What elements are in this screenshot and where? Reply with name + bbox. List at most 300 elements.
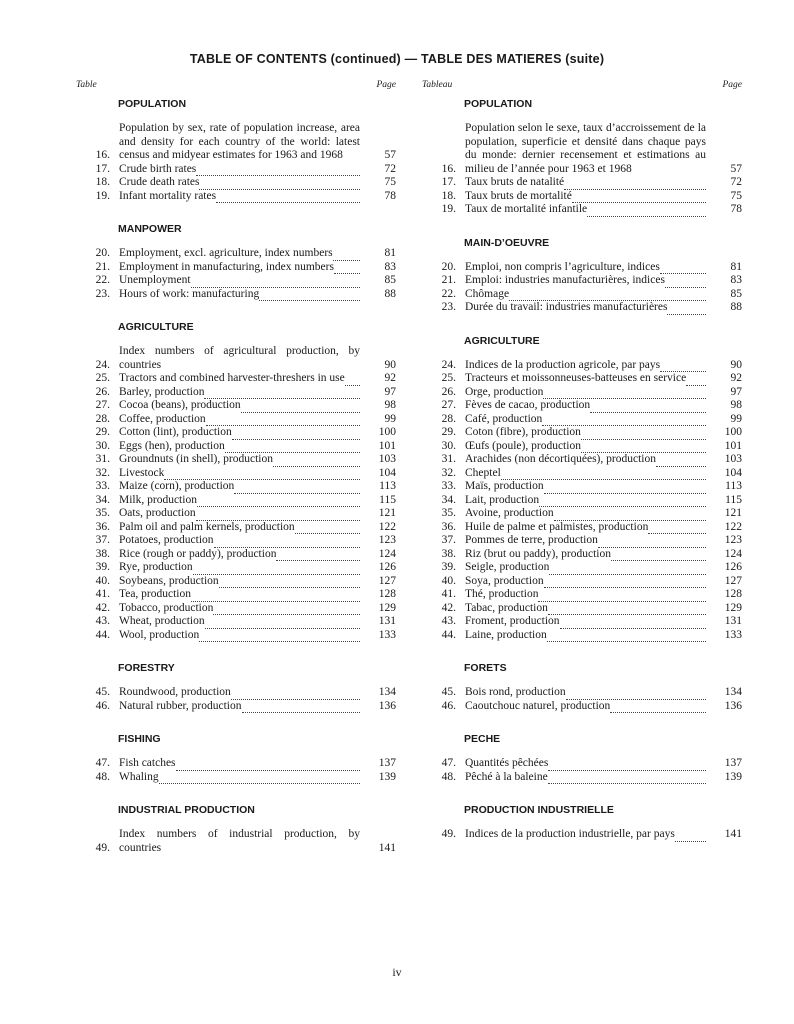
section-heading: FORESTRY	[118, 662, 175, 674]
entry-title: Durée du travail: industries manufacturières	[465, 301, 668, 313]
entry-title-wrap	[119, 288, 360, 302]
entry-list	[422, 359, 742, 643]
entry-title: Arachides (non décortiquées), production	[465, 453, 656, 465]
page-number: iv	[392, 965, 402, 979]
toc-entry[interactable]	[422, 176, 742, 190]
toc-entry[interactable]	[76, 274, 396, 288]
toc-entry[interactable]	[422, 190, 742, 204]
entry-title-wrap	[465, 426, 706, 440]
toc-entry[interactable]	[422, 203, 742, 217]
table-number: 23.	[95, 287, 110, 300]
entry-title: Soybeans, production	[119, 574, 219, 587]
section-heading: MAIN-D’OEUVRE	[464, 236, 550, 249]
toc-entry[interactable]	[76, 399, 396, 413]
entry-title: Pommes de terre, production	[465, 534, 598, 546]
page-column-label: Page	[722, 80, 742, 90]
page-ref: 104	[724, 466, 742, 479]
table-number: 42.	[95, 601, 110, 614]
entry-list	[76, 757, 396, 784]
entry-title: Chômage	[465, 287, 510, 300]
table-number: 49.	[441, 828, 456, 840]
entry-title: Maize (corn), production	[119, 480, 235, 492]
toc-entry[interactable]	[422, 372, 742, 386]
toc-entry[interactable]	[76, 828, 396, 855]
entry-title-wrap	[119, 426, 360, 440]
dot-leader	[675, 841, 706, 842]
entry-title-wrap	[465, 359, 706, 373]
page-ref: 78	[384, 189, 396, 202]
section-heading: AGRICULTURE	[464, 334, 540, 347]
toc-entry[interactable]	[76, 561, 396, 575]
page-ref: 126	[724, 561, 742, 573]
page-ref: 133	[378, 628, 396, 641]
entry-title-wrap	[465, 467, 706, 481]
table-number: 48.	[95, 770, 110, 783]
toc-entry[interactable]	[422, 575, 742, 589]
entry-title: Indices de la production agricole, par pays	[465, 358, 661, 371]
entry-title-wrap	[465, 507, 706, 521]
toc-entry[interactable]	[422, 413, 742, 427]
entry-title: Taux de mortalité infantile	[465, 203, 588, 215]
entry-title-wrap	[465, 534, 706, 548]
entry-title-wrap	[465, 372, 706, 386]
entry-title: Palm oil and palm kernels, production	[119, 520, 295, 533]
toc-entry[interactable]	[422, 588, 742, 602]
toc-entry[interactable]	[422, 288, 742, 302]
page-ref: 113	[725, 480, 742, 492]
toc-entry[interactable]	[422, 561, 742, 575]
dot-leader	[548, 783, 706, 784]
table-number: 23.	[441, 301, 456, 313]
entry-title-wrap	[465, 386, 706, 400]
page-ref: 141	[378, 841, 396, 854]
table-number: 46.	[441, 699, 456, 712]
table-number: 24.	[95, 358, 110, 371]
entry-title-wrap	[465, 575, 706, 589]
entry-title-wrap	[119, 521, 360, 535]
page-ref: 127	[378, 574, 396, 587]
toc-entry[interactable]	[422, 602, 742, 616]
table-number: 34.	[95, 493, 110, 506]
entry-title-wrap	[465, 561, 706, 575]
entry-list	[76, 345, 396, 642]
table-number: 21.	[95, 260, 110, 273]
table-number: 31.	[441, 453, 456, 465]
page-ref: 124	[724, 547, 742, 560]
toc-entry[interactable]	[76, 507, 396, 521]
entry-list	[422, 828, 742, 842]
table-number: 35.	[95, 507, 110, 519]
entry-title: Groundnuts (in shell), production	[119, 453, 273, 465]
entry-title: Tractors and combined harvester-threshers in use	[119, 372, 345, 384]
section-list	[76, 96, 396, 855]
entry-title-wrap	[119, 561, 360, 575]
entry-title: Huile de palme et palmistes, production	[465, 520, 649, 533]
entry-title: Wool, production	[119, 628, 200, 641]
page-ref: 101	[378, 439, 396, 452]
page-ref: 90	[384, 358, 396, 371]
page-ref: 75	[730, 189, 742, 202]
toc-entry[interactable]	[76, 615, 396, 629]
entry-title: Emploi, non compris l’agriculture, indices	[465, 260, 660, 273]
toc-entry[interactable]	[76, 686, 396, 700]
page-ref: 83	[384, 260, 396, 273]
page-ref: 104	[378, 466, 396, 479]
toc-entry[interactable]	[76, 494, 396, 508]
toc-entry[interactable]	[76, 602, 396, 616]
table-number: 47.	[441, 757, 456, 769]
page-ref: 98	[384, 399, 396, 411]
page-ref: 92	[384, 372, 396, 384]
entry-title: Orge, production	[465, 385, 544, 398]
page-ref: 85	[730, 287, 742, 300]
entry-title: Œufs (poule), production	[465, 439, 581, 452]
page-ref: 122	[378, 520, 396, 533]
dot-leader	[242, 712, 361, 713]
entry-title: Rice (rough or paddy), production	[119, 547, 277, 560]
dot-leader	[216, 202, 360, 203]
page-ref: 88	[730, 301, 742, 313]
page-ref: 81	[384, 247, 396, 259]
entry-title-wrap	[119, 372, 360, 386]
entry-title-wrap	[119, 615, 360, 629]
table-number: 20.	[441, 260, 456, 273]
entry-title-wrap	[119, 828, 360, 855]
entry-title-wrap	[465, 700, 706, 714]
page-ref: 103	[724, 453, 742, 465]
toc-entry[interactable]	[76, 190, 396, 204]
table-number: 37.	[95, 534, 110, 546]
entry-list	[76, 122, 396, 203]
entry-title: Potatoes, production	[119, 534, 214, 546]
table-number: 25.	[441, 372, 456, 384]
section-heading: AGRICULTURE	[118, 321, 194, 333]
entry-title: Livestock	[119, 466, 165, 479]
entry-list	[76, 828, 396, 855]
table-number: 28.	[95, 412, 110, 425]
table-number: 26.	[441, 385, 456, 398]
table-number: 35.	[441, 507, 456, 519]
section-heading: PECHE	[464, 733, 501, 745]
table-number: 25.	[95, 372, 110, 384]
table-number: 43.	[441, 615, 456, 627]
entry-title: Lait, production	[465, 493, 540, 506]
page-ref: 139	[378, 770, 396, 783]
entry-title: Tracteurs et moissonneuses-batteuses en service	[465, 372, 687, 384]
entry-title-wrap	[119, 575, 360, 589]
entry-list	[76, 247, 396, 301]
entry-title-wrap	[465, 629, 706, 643]
page-ref: 136	[724, 699, 742, 712]
toc-entry[interactable]	[76, 629, 396, 643]
toc-entry[interactable]	[422, 615, 742, 629]
toc-entry[interactable]	[76, 386, 396, 400]
page-ref: 101	[724, 439, 742, 452]
table-number: 24.	[441, 358, 456, 371]
page-ref: 131	[724, 615, 742, 627]
entry-title-wrap	[465, 399, 706, 413]
entry-title: Pêché à la baleine	[465, 770, 548, 783]
entry-title: Cotton (lint), production	[119, 426, 232, 438]
entry-title-wrap	[119, 534, 360, 548]
entry-title: Maïs, production	[465, 480, 544, 492]
table-number: 44.	[95, 628, 110, 641]
toc-entry[interactable]	[422, 629, 742, 643]
page-ref: 136	[378, 699, 396, 712]
toc-entry[interactable]	[422, 480, 742, 494]
toc-entry[interactable]	[76, 588, 396, 602]
entry-title: Barley, production	[119, 385, 205, 398]
toc-entry[interactable]	[76, 372, 396, 386]
entry-title-wrap	[119, 440, 360, 454]
toc-entry[interactable]	[422, 828, 742, 842]
toc-entry[interactable]	[76, 440, 396, 454]
entry-title-wrap	[119, 507, 360, 521]
toc-entry[interactable]	[422, 548, 742, 562]
section-list	[422, 96, 742, 842]
toc-entry[interactable]	[422, 386, 742, 400]
toc-entry[interactable]	[422, 440, 742, 454]
toc-entry[interactable]	[76, 700, 396, 714]
column-header	[422, 80, 742, 96]
table-number: 22.	[95, 274, 110, 286]
entry-title: Coton (fibre), production	[465, 426, 581, 438]
entry-title-wrap	[119, 771, 360, 785]
toc-entry[interactable]	[422, 507, 742, 521]
table-number: 27.	[95, 399, 110, 411]
table-number: 40.	[441, 574, 456, 587]
entry-title: Cocoa (beans), production	[119, 399, 241, 411]
page-ref: 129	[378, 601, 396, 614]
entry-title-wrap	[465, 757, 706, 771]
page-ref: 134	[724, 686, 742, 698]
toc-entry[interactable]	[76, 757, 396, 771]
page-ref: 72	[730, 176, 742, 188]
table-number: 39.	[441, 561, 456, 573]
section-heading: PRODUCTION INDUSTRIELLE	[464, 804, 614, 816]
page-ref: 115	[379, 493, 396, 506]
entry-title-wrap	[465, 261, 706, 275]
toc-entry[interactable]	[422, 757, 742, 771]
page-ref: 78	[730, 203, 742, 215]
entry-title-wrap	[465, 190, 706, 204]
section-heading: INDUSTRIAL PRODUCTION	[118, 804, 255, 816]
table-number: 39.	[95, 561, 110, 573]
toc-entry[interactable]	[422, 771, 742, 785]
entry-title: Rye, production	[119, 561, 193, 573]
toc-entry[interactable]	[76, 122, 396, 163]
table-number: 34.	[441, 493, 456, 506]
dot-leader	[610, 712, 706, 713]
entry-title-wrap	[119, 399, 360, 413]
toc-entry[interactable]	[422, 700, 742, 714]
page-ref: 100	[724, 426, 742, 438]
page-ref: 121	[724, 507, 742, 519]
entry-title-wrap	[465, 548, 706, 562]
toc-entry[interactable]	[76, 771, 396, 785]
table-number: 43.	[95, 615, 110, 627]
page-ref: 98	[730, 399, 742, 411]
toc-entry[interactable]	[76, 575, 396, 589]
entry-title: Unemployment	[119, 274, 191, 286]
toc-entry[interactable]	[76, 413, 396, 427]
entry-title: Soya, production	[465, 574, 544, 587]
page-ref: 57	[730, 162, 742, 175]
entry-title-wrap	[119, 122, 360, 163]
page-ref: 90	[730, 358, 742, 371]
entry-list	[76, 686, 396, 713]
toc-entry[interactable]	[422, 399, 742, 413]
table-number: 26.	[95, 385, 110, 398]
section-heading: FORETS	[464, 662, 507, 674]
entry-title: Thé, production	[465, 588, 539, 600]
entry-title-wrap	[465, 771, 706, 785]
entry-title-wrap	[119, 629, 360, 643]
table-number: 30.	[95, 439, 110, 452]
table-number: 28.	[441, 412, 456, 425]
page-ref: 83	[730, 274, 742, 286]
section-heading: POPULATION	[118, 98, 187, 110]
entry-title: Milk, production	[119, 493, 197, 506]
page-ref: 134	[378, 686, 396, 698]
entry-title: Indices de la production industrielle, par pays	[465, 828, 675, 840]
page-ref: 113	[379, 480, 396, 492]
entry-title-wrap	[119, 190, 360, 204]
entry-list	[422, 261, 742, 315]
table-column-label: Tableau	[422, 80, 453, 90]
entry-title: Tobacco, production	[119, 601, 214, 614]
entry-title-wrap	[465, 203, 706, 217]
table-number: 48.	[441, 770, 456, 783]
entry-title-wrap	[119, 467, 360, 481]
page-ref: 133	[724, 628, 742, 641]
toc-entry[interactable]	[422, 301, 742, 315]
table-number: 19.	[441, 203, 456, 215]
entry-title: Infant mortality rates	[119, 189, 217, 202]
toc-entry[interactable]	[422, 359, 742, 373]
entry-title-wrap	[465, 274, 706, 288]
dot-leader	[259, 300, 360, 301]
page-ref: 99	[730, 412, 742, 425]
table-number: 17.	[95, 162, 110, 175]
page-ref: 81	[730, 260, 742, 273]
table-number: 49.	[95, 841, 110, 854]
toc-entry[interactable]	[76, 426, 396, 440]
toc-entry[interactable]	[76, 345, 396, 372]
entry-title: Quantités pêchées	[465, 757, 549, 769]
toc-entry[interactable]	[422, 426, 742, 440]
toc-entry[interactable]	[76, 176, 396, 190]
toc-entry[interactable]	[76, 288, 396, 302]
entry-title-wrap	[119, 345, 360, 372]
table-number: 29.	[441, 426, 456, 438]
page-ref: 103	[378, 453, 396, 465]
table-number: 41.	[95, 588, 110, 600]
page-ref: 97	[384, 385, 396, 398]
entry-title-wrap	[465, 615, 706, 629]
toc-entry[interactable]	[76, 548, 396, 562]
entry-title: Wheat, production	[119, 615, 205, 627]
table-number: 45.	[441, 686, 456, 698]
entry-title-wrap	[465, 440, 706, 454]
toc-entry[interactable]	[422, 261, 742, 275]
column-header	[76, 80, 396, 96]
entry-title: Taux bruts de natalité	[465, 176, 565, 188]
page-ref: 126	[378, 561, 396, 573]
entry-title: Caoutchouc naturel, production	[465, 699, 611, 712]
table-number: 33.	[441, 480, 456, 492]
toc-entry[interactable]	[422, 494, 742, 508]
toc-entry[interactable]	[76, 521, 396, 535]
dot-leader	[587, 216, 706, 217]
entry-list	[422, 686, 742, 713]
table-number: 47.	[95, 757, 110, 769]
entry-title: Crude birth rates	[119, 162, 197, 175]
table-column-label: Table	[76, 80, 97, 90]
entry-title: Population selon le sexe, taux d’accroissement de la population, superficie et densité dans chaque pays du monde: dernier recensement et estimations au milieu de l’année pour 1963 et 1968	[465, 122, 706, 175]
table-number: 30.	[441, 439, 456, 452]
entry-title: Coffee, production	[119, 412, 206, 425]
table-number: 31.	[95, 453, 110, 465]
table-number: 22.	[441, 287, 456, 300]
table-number: 44.	[441, 628, 456, 641]
toc-entry[interactable]	[422, 453, 742, 467]
entry-list	[422, 122, 742, 217]
entry-title-wrap	[465, 301, 706, 315]
page-ref: 97	[730, 385, 742, 398]
toc-entry[interactable]	[76, 467, 396, 481]
entry-title: Eggs (hen), production	[119, 439, 225, 452]
entry-title: Seigle, production	[465, 561, 550, 573]
entry-title-wrap	[465, 453, 706, 467]
entry-title: Avoine, production	[465, 507, 554, 519]
toc-entry[interactable]	[422, 521, 742, 535]
toc-entry[interactable]	[422, 534, 742, 548]
section-heading: MANPOWER	[118, 223, 182, 235]
toc-entry[interactable]	[422, 122, 742, 176]
table-number: 20.	[95, 247, 110, 259]
table-number: 17.	[441, 176, 456, 188]
entry-title: Tabac, production	[465, 601, 548, 614]
toc-entry[interactable]	[76, 261, 396, 275]
page-ref: 127	[724, 574, 742, 587]
entry-title: Oats, production	[119, 507, 196, 519]
toc-entry[interactable]	[76, 247, 396, 261]
toc-entry[interactable]	[422, 467, 742, 481]
toc-entry[interactable]	[76, 453, 396, 467]
toc-entry[interactable]	[76, 534, 396, 548]
entry-title: Natural rubber, production	[119, 699, 242, 712]
toc-entry[interactable]	[422, 686, 742, 700]
toc-entry[interactable]	[422, 274, 742, 288]
section-heading: POPULATION	[464, 98, 533, 110]
table-number: 41.	[441, 588, 456, 600]
entry-title: Laine, production	[465, 628, 547, 641]
toc-entry[interactable]	[76, 163, 396, 177]
toc-entry[interactable]	[76, 480, 396, 494]
entry-title: Froment, production	[465, 615, 560, 627]
table-number: 37.	[441, 534, 456, 546]
dot-leader	[159, 783, 360, 784]
entry-title-wrap	[119, 480, 360, 494]
table-number: 45.	[95, 686, 110, 698]
table-number: 36.	[95, 520, 110, 533]
entry-title: Fèves de cacao, production	[465, 399, 591, 411]
entry-title-wrap	[465, 602, 706, 616]
table-number: 18.	[95, 176, 110, 188]
entry-title: Taux bruts de mortalité	[465, 189, 572, 202]
entry-title-wrap	[465, 288, 706, 302]
